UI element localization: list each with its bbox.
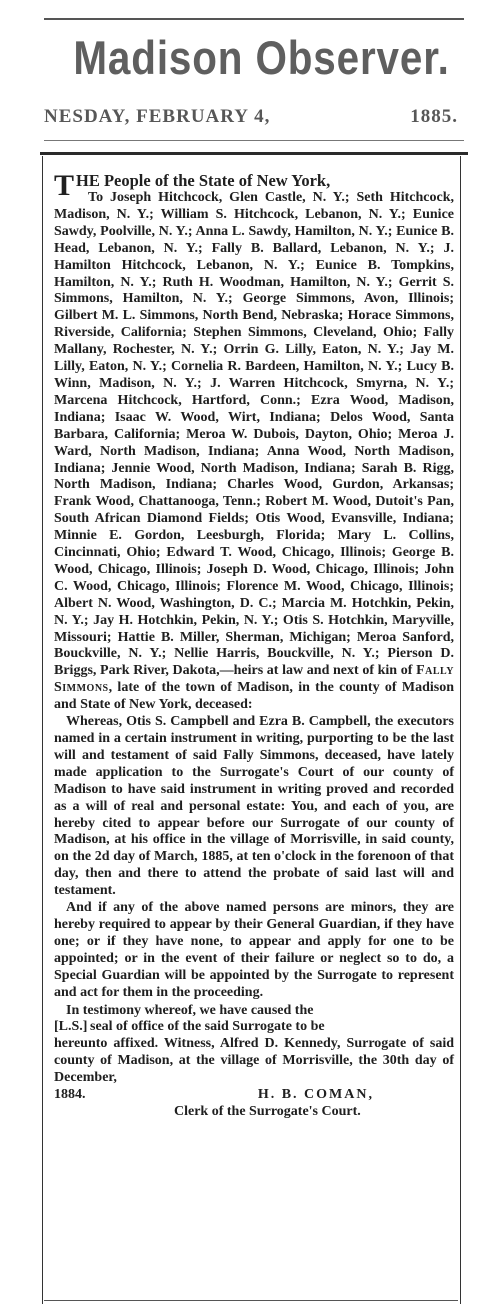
signature-year: 1884. xyxy=(54,1087,86,1103)
signer-name: H. B. COMAN, xyxy=(257,1087,374,1103)
minors-paragraph: And if any of the above named persons are minors, they are hereby required to appear by their General Guardian, if they have one; or if they have none, to appear and apply for one to be appointed; or in the event of their failure or neglect so to do, a Special Guardian will be appointed by the Surrogate to represent and act for them in the proceeding. xyxy=(54,900,454,1000)
seal-row xyxy=(54,1019,454,1036)
seal-label: [L.S.] xyxy=(54,1019,88,1035)
dateline-year: 1885. xyxy=(410,106,458,127)
dateline-month-day: FEBRUARY 4, xyxy=(136,106,271,127)
masthead-divider xyxy=(44,140,464,141)
addressee-list: To Joseph Hitchcock, Glen Castle, N. Y.; Seth Hitchcock, Madison, N. Y.; William S. Hitchcock, Lebanon, N. Y.; Eunice Sawdy, Poolville, N. Y.; Anna L. Sawdy, Hamilton, N. Y.; Eunice B. Head, Lebanon, N. Y.; Fally B. Ballard, Lebanon, N. Y.; J. Hamilton Hitchcock, Lebanon, N. Y.; Eunice B. Tompkins, Hamilton, N. Y.; Ruth H. Woodman, Hamilton, N. Y.; Gerrit S. Simmons, Hamilton, N. Y.; George Simmons, Avon, Illinois; Gilbert M. L. Simmons, North Bend, Nebraska; Horace Simmons, Riverside, California; Stephen Simmons, Cleveland, Ohio; Fally Mallany, Rochester, N. Y.; Orrin G. Lilly, Eaton, N. Y.; Jay M. Lilly, Eaton, N. Y.; Cornelia R. Bardeen, Hamilton, N. Y.; Lucy B. Winn, Madison, N. Y.; J. Warren Hitchcock, Smyrna, N. Y.; Marcena Hitchcock, Hartford, Conn.; Ezra Wood, Madison, Indiana; Isaac W. Wood, Wirt, Indiana; Delos Wood, Santa Barbara, California; Meroa W. Dubois, Dayton, Ohio; Meroa J. Ward, North Madison, Indiana; Anna Wood, North Madison, Indiana; Jennie Wood, North Madison, Indiana; Sarah B. Rigg, North Madison, Indiana; Charles Wood, Gurdon, Arkansas; Frank Wood, Chattanooga, Tenn.; Robert M. Wood, Dutoit's Pan, South African Diamond Fields; Otis Wood, Evansville, Indiana; Minnie E. Gordon, Leesburgh, Florida; Mary L. Collins, Cincinnati, Ohio; Edward T. Wood, Chicago, Illinois; George B. Wood, Chicago, Illinois; Joseph D. Wood, Chicago, Illinois; John C. Wood, Chicago, Illinois; Florence M. Wood, Chicago, Illinois; Albert N. Wood, Washington, D. C.; Marcia M. Hotchkin, Pekin, N. Y.; Jay H. Hotchkin, Pekin, N. Y.; Otis S. Hotchkin, Maryville, Missouri; Hattie B. Miller, Sherman, Michigan; Meroa Sanford, Bouckville, N. Y.; Nellie Harris, Bouckville, N. Y.; Pierson D. Briggs, Park River, Dakota,—heirs at law and next of kin of Fally Simmons, late of the town of Madison, in the county of Madison and State of New York, deceased: xyxy=(54,190,454,713)
whereas-paragraph: Whereas, Otis S. Campbell and Ezra B. Campbell, the executors named in a certain instrument in writing, purporting to be the last will and testament of said Fally Simmons, deceased, have lately made application to the Surrogate's Court of our county of Madison to have said instrument in writing proved and recorded as a will of real and personal estate: You, and each of you, are hereby cited to appear before our Surrogate of our county of Madison, at his office in the village of Morrisville, in said county, on the 2d day of March, 1885, at ten o'clock in the forenoon of that day, then and there to attend the probate of said last will and testament. xyxy=(54,714,454,899)
dateline-weekday: NESDAY, FEBRUARY 4, xyxy=(44,106,271,127)
deceased-name: Fally Simmons xyxy=(54,663,454,696)
testimony-witness: hereunto affixed. Witness, Alfred D. Kennedy, Surrogate of said county of Madison, at the village of Morrisville, the 30th day of December, xyxy=(54,1036,454,1086)
newspaper-masthead: Madison Observer. xyxy=(73,31,450,84)
legal-notice xyxy=(54,169,454,1121)
testimony-seal-line: seal of office of the said Surrogate to be xyxy=(90,1019,325,1035)
testimony-block xyxy=(54,1003,454,1121)
top-rule xyxy=(44,18,464,20)
drop-cap: T xyxy=(54,169,75,202)
signer-title: Clerk of the Surrogate's Court. xyxy=(174,1103,361,1119)
signature-date-row xyxy=(54,1087,454,1104)
notice-heading: THE People of the State of New York, xyxy=(54,169,331,202)
column-right-border xyxy=(460,156,461,1304)
column-bottom-rule xyxy=(44,1300,458,1301)
column-top-rule xyxy=(40,152,468,155)
column-left-border xyxy=(42,156,43,1304)
testimony-line: In testimony whereof, we have caused the xyxy=(66,1002,314,1018)
